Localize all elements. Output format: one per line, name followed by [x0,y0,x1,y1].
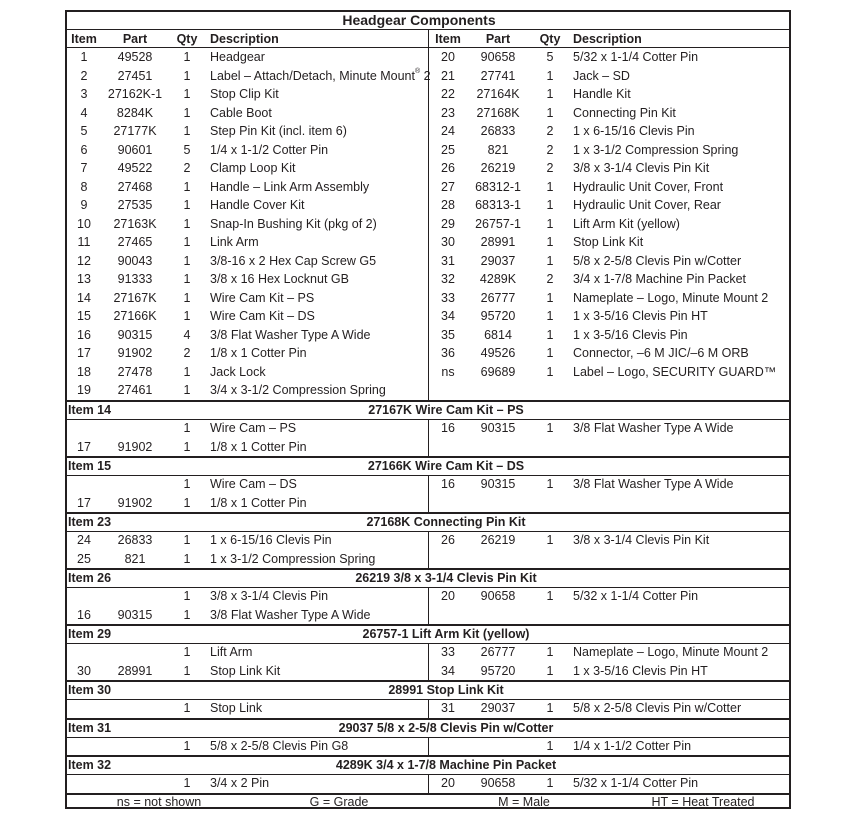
main-left-item-cell: 16 [77,327,91,342]
kit-right-description-cell: 3/8 Flat Washer Type A Wide [573,421,734,435]
main-left-qty-cell: 1 [183,124,191,138]
main-right-part-cell: 6814 [484,327,512,342]
main-right-qty-cell: 1 [546,198,554,212]
kit-right-qty-cell: 1 [546,589,554,603]
column-divider [428,531,429,568]
main-right-item-cell: ns [441,364,455,379]
main-right-item-cell: 20 [441,50,455,64]
main-right-description-cell: Stop Link Kit [573,235,644,249]
kit-right-qty-cell: 1 [546,533,554,547]
kit-title: 27167K Wire Cam Kit – PS [368,403,524,417]
main-left-item-cell: 13 [77,272,91,286]
kit-left-qty-cell: 1 [183,477,191,491]
main-right-qty-cell: 1 [546,309,554,323]
kit-left-description-cell: 1 x 3-1/2 Compression Spring [210,551,376,566]
main-left-part-cell: 91333 [117,272,153,286]
kit-label: Item 30 [68,683,112,697]
main-left-item-cell: 2 [80,68,88,83]
kit-right-part-cell: 26219 [480,533,516,547]
main-right-item-cell: 34 [441,309,455,323]
main-right-qty-cell: 2 [546,142,554,157]
main-right-description-cell: 5/32 x 1-1/4 Cotter Pin [573,50,699,64]
kit-right-qty-cell: 1 [546,645,554,659]
kit-right-part-cell: 90658 [480,776,516,790]
main-right-qty-cell: 2 [546,272,554,286]
main-right-qty-cell: 1 [546,290,554,305]
kit-left-item-cell: 17 [77,439,91,454]
main-left-qty-cell: 1 [183,364,191,379]
kit-right-qty-cell: 1 [546,776,554,790]
main-left-qty-cell: 1 [183,87,191,101]
main-left-part-cell: 90043 [117,253,153,268]
main-left-part-cell: 27163K [113,216,157,231]
main-right-part-cell: 90658 [480,50,516,64]
main-left-description-cell: Jack Lock [210,364,266,379]
kit-label: Item 15 [68,459,112,473]
main-right-qty-cell: 1 [546,327,554,342]
kit-right-description-cell: 5/32 x 1-1/4 Cotter Pin [573,589,699,603]
main-left-part-cell: 27468 [117,179,153,194]
kit-title: 28991 Stop Link Kit [388,683,504,697]
main-right-part-cell: 28991 [480,235,516,249]
main-left-item-cell: 14 [77,290,91,305]
main-left-description-cell: Link Arm [210,235,259,249]
main-left-item-cell: 5 [80,124,88,138]
kit-left-qty-cell: 1 [183,533,191,547]
main-left-description-cell: Label – Attach/Detach, Minute Mount® 2 [210,67,431,83]
main-right-description-cell: Connecting Pin Kit [573,105,676,120]
kit-left-description-cell: 3/4 x 2 Pin [210,776,270,790]
kit-right-qty-cell: 1 [546,663,554,678]
main-right-part-cell: 27741 [480,68,516,83]
kit-left-item-cell: 17 [77,495,91,510]
kit-right-part-cell: 90315 [480,421,516,435]
main-left-qty-cell: 4 [183,327,191,342]
main-left-part-cell: 27478 [117,364,153,379]
column-divider [428,475,429,512]
kit-left-qty-cell: 1 [183,495,191,510]
column-divider [428,737,429,756]
main-left-item-cell: 15 [77,309,91,323]
kit-right-part-cell: 29037 [480,701,516,715]
main-right-item-cell: 23 [441,105,455,120]
main-left-part-cell: 27177K [113,124,157,138]
main-right-item-cell: 30 [441,235,455,249]
header-description-right: Description [573,31,642,46]
main-right-description-cell: Lift Arm Kit (yellow) [573,216,680,231]
header-description-left: Description [210,31,279,46]
main-left-part-cell: 27465 [117,235,153,249]
kit-left-qty-cell: 1 [183,551,191,566]
main-left-qty-cell: 1 [183,272,191,286]
main-left-part-cell: 49528 [117,50,153,64]
column-divider [428,774,429,793]
main-right-item-cell: 33 [441,290,455,305]
kit-right-part-cell: 90315 [480,477,516,491]
main-left-description-cell: 1/4 x 1-1/2 Cotter Pin [210,142,329,157]
main-right-qty-cell: 1 [546,364,554,379]
main-left-qty-cell: 1 [183,383,191,397]
main-right-part-cell: 68313-1 [475,198,521,212]
kit-title: 29037 5/8 x 2-5/8 Clevis Pin w/Cotter [338,720,554,735]
kit-right-item-cell: 20 [441,589,455,603]
main-right-item-cell: 32 [441,272,455,286]
main-right-item-cell: 36 [441,346,455,360]
header-qty-left: Qty [176,31,198,46]
main-right-part-cell: 95720 [480,309,516,323]
kit-label: Item 31 [68,720,112,735]
main-right-description-cell: 1 x 3-5/16 Clevis Pin [573,327,688,342]
main-right-qty-cell: 1 [546,87,554,101]
main-right-item-cell: 27 [441,179,455,194]
kit-left-description-cell: Wire Cam – PS [210,421,297,435]
main-right-part-cell: 27164K [476,87,520,101]
main-left-qty-cell: 1 [183,290,191,305]
kit-left-qty-cell: 1 [183,589,191,603]
main-right-item-cell: 26 [441,161,455,175]
kit-left-qty-cell: 1 [183,645,191,659]
main-left-part-cell: 27535 [117,198,153,212]
main-left-item-cell: 17 [77,346,91,360]
kit-left-qty-cell: 1 [183,439,191,454]
main-right-item-cell: 28 [441,198,455,212]
main-right-description-cell: Connector, –6 M JIC/–6 M ORB [573,346,749,360]
kit-right-description-cell: 3/8 Flat Washer Type A Wide [573,477,734,491]
kit-right-description-cell: 1 x 3-5/16 Clevis Pin HT [573,663,708,678]
main-right-qty-cell: 1 [546,346,554,360]
kit-right-description-cell: 5/8 x 2-5/8 Clevis Pin w/Cotter [573,701,742,715]
kit-title: 27166K Wire Cam Kit – DS [367,459,525,473]
main-right-part-cell: 69689 [480,364,516,379]
main-left-part-cell: 27167K [113,290,157,305]
main-left-part-cell: 90601 [117,142,153,157]
kit-left-description-cell: Stop Link [210,701,263,715]
main-left-description-cell: Wire Cam Kit – PS [210,290,315,305]
kit-left-item-cell: 30 [77,663,91,678]
main-left-part-cell: 91902 [117,346,153,360]
main-left-qty-cell: 2 [183,346,191,360]
column-divider [428,419,429,456]
main-right-part-cell: 821 [487,142,509,157]
main-left-qty-cell: 1 [183,68,191,83]
main-left-qty-cell: 2 [183,161,191,175]
kit-right-item-cell: 33 [441,645,455,659]
main-right-item-cell: 21 [441,68,455,83]
kit-right-item-cell: 20 [441,776,455,790]
kit-right-item-cell: 26 [441,533,455,547]
main-right-item-cell: 25 [441,142,455,157]
main-left-qty-cell: 5 [183,142,191,157]
main-left-qty-cell: 1 [183,216,191,231]
main-left-qty-cell: 1 [183,50,191,64]
kit-left-part-cell: 28991 [117,663,153,678]
main-right-description-cell: Hydraulic Unit Cover, Rear [573,198,721,212]
main-left-item-cell: 4 [80,105,88,120]
components-table [65,10,791,809]
main-right-qty-cell: 1 [546,235,554,249]
header-part-left: Part [122,31,148,46]
main-left-part-cell: 49522 [117,161,153,175]
kit-left-item-cell: 25 [77,551,91,566]
main-left-description-cell: Clamp Loop Kit [210,161,296,175]
main-right-part-cell: 68312-1 [475,179,521,194]
main-right-description-cell: 5/8 x 2-5/8 Clevis Pin w/Cotter [573,253,742,268]
main-left-description-cell: Snap-In Bushing Kit (pkg of 2) [210,216,377,231]
main-left-item-cell: 9 [80,198,88,212]
legend-note: ns = not shown [116,795,202,809]
main-left-part-cell: 27461 [117,383,153,397]
kit-right-item-cell: 16 [441,421,455,435]
main-left-item-cell: 8 [80,179,88,194]
kit-right-qty-cell: 1 [546,701,554,715]
legend-note: M = Male [498,795,550,809]
kit-right-description-cell: 5/32 x 1-1/4 Cotter Pin [573,776,699,790]
kit-left-qty-cell: 1 [183,776,191,790]
main-left-item-cell: 6 [80,142,88,157]
kit-left-part-cell: 26833 [117,533,153,547]
main-left-item-cell: 12 [77,253,91,268]
main-left-item-cell: 1 [80,50,88,64]
kit-label: Item 23 [68,515,112,529]
main-right-description-cell: Jack – SD [573,68,630,83]
kit-left-description-cell: Wire Cam – DS [210,477,297,491]
kit-left-part-cell: 91902 [117,495,153,510]
kit-left-description-cell: 5/8 x 2-5/8 Clevis Pin G8 [210,738,349,753]
kit-left-description-cell: 3/8 x 3-1/4 Clevis Pin [210,589,329,603]
main-right-qty-cell: 1 [546,68,554,83]
main-right-description-cell: Handle Kit [573,87,631,101]
column-divider [428,29,429,400]
main-left-part-cell: 27451 [117,68,153,83]
kit-label: Item 14 [68,403,112,417]
kit-label: Item 32 [68,758,112,772]
column-divider [428,587,429,624]
kit-right-part-cell: 90658 [480,589,516,603]
main-right-qty-cell: 5 [546,50,554,64]
main-left-qty-cell: 1 [183,198,191,212]
main-right-qty-cell: 1 [546,105,554,120]
kit-left-part-cell: 91902 [117,439,153,454]
legend-note: G = Grade [309,795,369,809]
main-left-description-cell: 3/8 x 16 Hex Locknut GB [210,272,349,286]
main-left-description-cell: 3/8-16 x 2 Hex Cap Screw G5 [210,253,377,268]
table-title: Headgear Components [342,12,496,28]
kit-right-part-cell: 26777 [480,645,516,659]
main-right-description-cell: Label – Logo, SECURITY GUARD™ [573,364,777,379]
kit-title: 26757-1 Lift Arm Kit (yellow) [362,627,530,641]
kit-right-qty-cell: 1 [546,421,554,435]
main-left-description-cell: Stop Clip Kit [210,87,279,101]
kit-left-description-cell: 3/8 Flat Washer Type A Wide [210,607,371,622]
kit-left-qty-cell: 1 [183,738,191,753]
kit-left-qty-cell: 1 [183,663,191,678]
main-right-part-cell: 26757-1 [475,216,521,231]
main-left-description-cell: 1/8 x 1 Cotter Pin [210,346,307,360]
main-right-qty-cell: 2 [546,161,554,175]
main-left-description-cell: Handle – Link Arm Assembly [210,179,370,194]
main-left-description-cell: Wire Cam Kit – DS [210,309,315,323]
main-left-item-cell: 11 [77,235,91,249]
kit-right-qty-cell: 1 [546,738,554,753]
header-item-left: Item [71,31,97,46]
main-left-description-cell: Headgear [210,50,265,64]
main-left-part-cell: 27166K [113,309,157,323]
kit-right-description-cell: 1/4 x 1-1/2 Cotter Pin [573,738,692,753]
header-qty-right: Qty [539,31,561,46]
main-right-item-cell: 31 [441,253,455,268]
kit-right-qty-cell: 1 [546,477,554,491]
kit-title: 4289K 3/4 x 1-7/8 Machine Pin Packet [335,758,557,772]
header-part-right: Part [485,31,511,46]
main-left-qty-cell: 1 [183,105,191,120]
main-right-item-cell: 29 [441,216,455,231]
main-left-qty-cell: 1 [183,235,191,249]
main-right-description-cell: 1 x 6-15/16 Clevis Pin [573,124,695,138]
main-right-description-cell: Nameplate – Logo, Minute Mount 2 [573,290,769,305]
legend-note: HT = Heat Treated [651,795,755,809]
kit-left-item-cell: 24 [77,533,91,547]
kit-left-qty-cell: 1 [183,607,191,622]
kit-left-description-cell: 1/8 x 1 Cotter Pin [210,495,307,510]
header-item-right: Item [435,31,461,46]
kit-title: 27168K Connecting Pin Kit [366,515,526,529]
main-right-qty-cell: 2 [546,124,554,138]
main-left-description-cell: Step Pin Kit (incl. item 6) [210,124,347,138]
kit-right-item-cell: 34 [441,663,455,678]
kit-left-item-cell: 16 [77,607,91,622]
kit-right-description-cell: 3/8 x 3-1/4 Clevis Pin Kit [573,533,710,547]
main-right-description-cell: 3/4 x 1-7/8 Machine Pin Packet [573,272,747,286]
column-divider [428,643,429,680]
kit-left-qty-cell: 1 [183,421,191,435]
main-right-qty-cell: 1 [546,216,554,231]
main-right-item-cell: 22 [441,87,455,101]
main-left-item-cell: 10 [77,216,91,231]
kit-right-part-cell: 95720 [480,663,516,678]
main-left-description-cell: Cable Boot [210,105,272,120]
main-left-description-cell: 3/8 Flat Washer Type A Wide [210,327,371,342]
main-right-part-cell: 27168K [476,105,520,120]
main-right-item-cell: 35 [441,327,455,342]
kit-left-part-cell: 90315 [117,607,153,622]
kit-left-description-cell: Stop Link Kit [210,663,281,678]
main-left-description-cell: Handle Cover Kit [210,198,305,212]
main-right-description-cell: 1 x 3-5/16 Clevis Pin HT [573,309,708,323]
main-left-part-cell: 90315 [117,327,153,342]
main-left-item-cell: 19 [77,383,91,397]
main-left-item-cell: 18 [77,364,91,379]
kit-right-item-cell: 16 [441,477,455,491]
kit-title: 26219 3/8 x 3-1/4 Clevis Pin Kit [355,571,537,585]
main-right-part-cell: 29037 [480,253,516,268]
main-right-part-cell: 26777 [480,290,516,305]
main-right-part-cell: 4289K [479,272,517,286]
kit-right-description-cell: Nameplate – Logo, Minute Mount 2 [573,645,769,659]
kit-label: Item 29 [68,627,112,641]
main-left-part-cell: 8284K [116,105,154,120]
kit-right-item-cell: 31 [441,701,455,715]
kit-left-description-cell: Lift Arm [210,645,253,659]
main-right-part-cell: 49526 [480,346,516,360]
main-left-qty-cell: 1 [183,253,191,268]
main-right-item-cell: 24 [441,124,455,138]
column-divider [428,699,429,718]
main-left-qty-cell: 1 [183,179,191,194]
kit-label: Item 26 [68,571,112,585]
main-left-qty-cell: 1 [183,309,191,323]
main-right-qty-cell: 1 [546,253,554,268]
main-right-description-cell: 3/8 x 3-1/4 Clevis Pin Kit [573,161,710,175]
kit-left-qty-cell: 1 [183,701,191,715]
main-right-description-cell: 1 x 3-1/2 Compression Spring [573,142,739,157]
main-left-part-cell: 27162K-1 [107,87,163,101]
main-left-item-cell: 7 [80,161,88,175]
main-right-part-cell: 26219 [480,161,516,175]
main-right-qty-cell: 1 [546,179,554,194]
main-right-description-cell: Hydraulic Unit Cover, Front [573,179,724,194]
kit-left-description-cell: 1 x 6-15/16 Clevis Pin [210,533,332,547]
kit-left-part-cell: 821 [124,551,146,566]
main-left-description-cell: 3/4 x 3-1/2 Compression Spring [210,383,386,397]
main-left-item-cell: 3 [80,87,88,101]
kit-left-description-cell: 1/8 x 1 Cotter Pin [210,439,307,454]
main-right-part-cell: 26833 [480,124,516,138]
